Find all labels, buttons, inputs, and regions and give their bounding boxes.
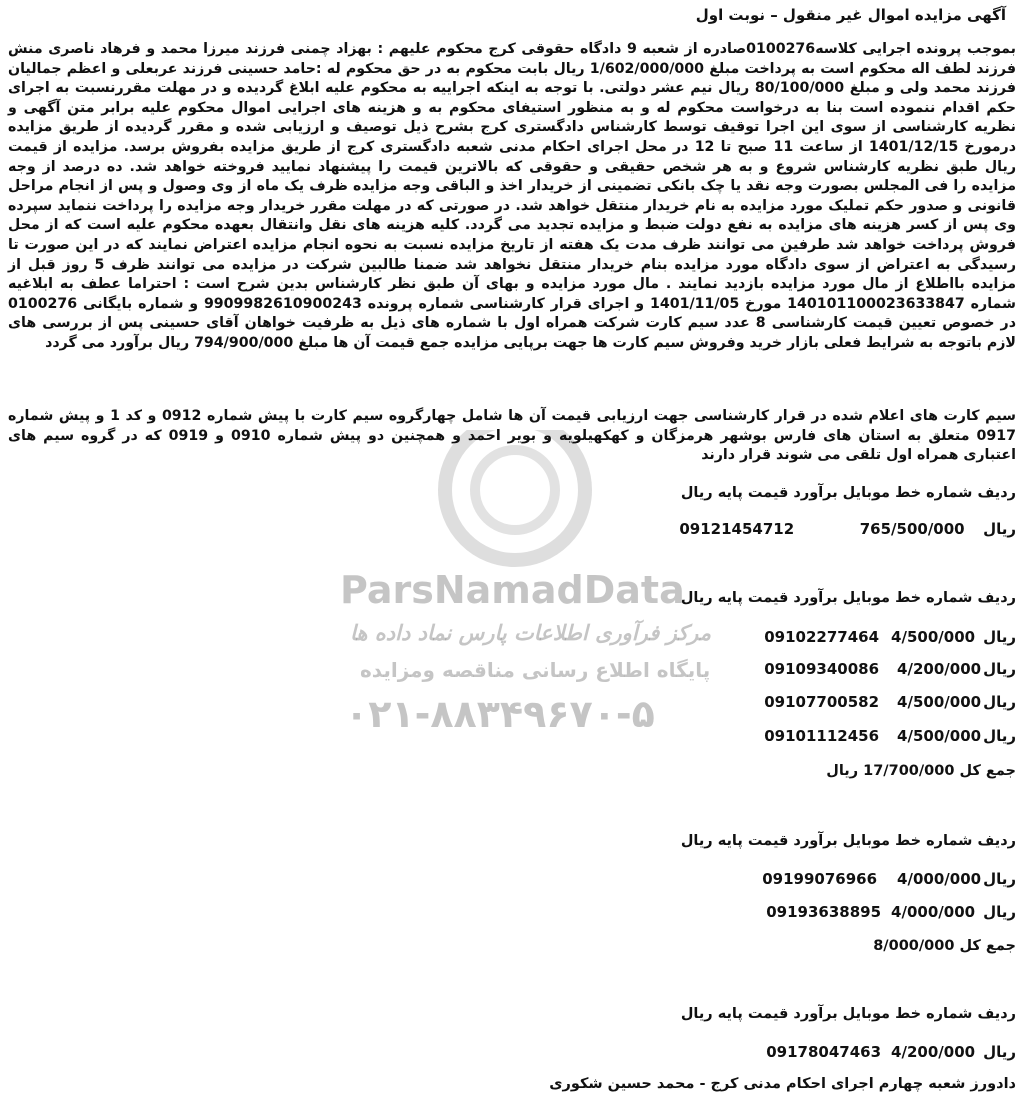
group2-row4 xyxy=(764,727,1016,745)
group3-row1 xyxy=(762,870,1016,888)
row-price: 4/500/000 xyxy=(891,628,976,646)
watermark-line2: پایگاه اطلاع رسانی مناقصه ومزایده xyxy=(360,658,711,682)
watermark-line1: مرکز فرآوری اطلاعات پارس نماد داده ها xyxy=(350,620,712,645)
row-unit: ریال xyxy=(983,1043,1016,1061)
group2-header: ردیف شماره خط موبایل برآورد قیمت پایه ریال xyxy=(680,590,1016,606)
row-unit: ریال xyxy=(983,903,1016,921)
watermark-logo-icon xyxy=(300,430,730,750)
row-phone-number: 09193638895 xyxy=(766,903,882,921)
row-unit: ریال xyxy=(983,520,1016,538)
row-price: 4/500/000 xyxy=(897,693,982,711)
group3-total: جمع کل 8/000/000 xyxy=(873,938,1016,954)
row-phone-number: 09178047463 xyxy=(766,1043,882,1061)
row-price: 4/000/000 xyxy=(897,870,982,888)
row-unit: ریال xyxy=(983,628,1016,646)
row-price: 4/500/000 xyxy=(897,727,982,745)
row-price: 4/200/000 xyxy=(897,660,982,678)
group2-row2 xyxy=(764,660,1016,678)
group2-row1 xyxy=(764,628,1016,646)
row-unit: ریال xyxy=(983,660,1016,678)
group3-header: ردیف شماره خط موبایل برآورد قیمت پایه ریال xyxy=(680,833,1016,849)
row-unit: ریال xyxy=(983,727,1016,745)
group2-row3 xyxy=(764,693,1016,711)
row-phone-number: 09121454712 xyxy=(679,520,795,538)
row-phone-number: 09109340086 xyxy=(764,660,880,678)
parsnamad-watermark xyxy=(300,430,730,750)
signature-line: دادورز شعبه چهارم اجرای احکام مدنی کرج - محمد حسین شکوری xyxy=(549,1076,1016,1092)
row-price: 4/200/000 xyxy=(891,1043,976,1061)
sim-card-description: سیم کارت های اعلام شده در قرار کارشناسی جهت ارزیابی قیمت آن ها شامل چهارگروه سیم کارت با پیش شماره 0912 و کد 1 و پیش شماره 0917 متعلق به استان های فارس بوشهر هرمزگان و کهکهیلویه و بویر احمد و همچنین دو پیش شماره 0910 و 0919 که در گروه سیم های اعتباری همراه اول تلقی می شوند قرار دارند xyxy=(8,408,1016,464)
group2-total: جمع کل 17/700/000 ریال xyxy=(826,763,1016,779)
row-phone-number: 09107700582 xyxy=(764,693,880,711)
notice-body-paragraph: بموجب پرونده اجرایی کلاسه0100276صادره از شعبه 9 دادگاه حقوقی کرج محکوم علیهم : بهزاد چمنی فرزند میرزا محمد و فرهاد ناصری منش فرزند لطف اله محکوم است به پرداخت مبلغ 1/602/000/000 ریال بابت محکوم به در حق محکوم له :حامد حسینی فرزند عربعلی و اعظم جمالیان فرزند محمد ولی و مبلغ 80/100/000 ریال نیم عشر دولتی. با توجه به اینکه اجراییه به محکوم علیه ابلاغ گردیده و در مهلت مقررنسبت به اجرای حکم اقدام ننموده است بنا به درخواست محکوم له و به منظور استیفای محکوم به و هزینه های اجرایی اموال محکوم علیه برابر متن آگهی و نظریه کارشناسی از سوی این اجرا توقیف توسط کارشناس دادگستری کرج بشرح ذیل توصیف و ارزیابی شده و مقرر گردیده از طریق مزایده درمورخ 1401/12/15 از ساعت 11 صبح تا 12 در محل اجرای احکام مدنی شعبه دادگستری کرج از طریق مزایده بفروش برسد. مزایده از قیمت ریال طبق نظریه کارشناس شروع و به هر شخص حقیقی و حقوقی که بالاترین قیمت را پیشنهاد نمایید فروخته خواهد شد. ده درصد از وجه مزایده را فی المجلس بصورت وجه نقد یا چک بانکی تضمینی از خریدار اخذ و الباقی وجه مزایده ظرف یک ماه از وی وصول و پس از انجام مراحل قانونی و صدور حکم تملیک مورد مزایده به نام خریدار منتقل خواهد شد. در صورتی که در مهلت مقرر خریدار وجه مزایده را پرداخت ننماید سپرده وی پس از کسر هزینه های مزایده به نفع دولت ضبط و مزایده تجدید می گردد. کلیه هزینه های نقل وانتقال بعهده محکوم علیه است که از محل فروش پرداخت خواهد شد طرفین می توانند ظرف مدت یک هفته از تاریخ مزایده نسبت به نحوه انجام مزایده اعتراض نمایند که در این صورت تا رسیدگی به اعتراض از سوی دادگاه مورد مزایده بنام خریدار منتقل نخواهد شد ضمنا طالبین شرکت در مزایده می توانند ظرف 5 روز قبل از مزایده بااطلاع از مال مورد مزایده بازدید نمایند . مال مورد مزایده و بهای آن طبق نظر کارشناس بدین شرح است : احتراما عطف به ابلاغیه شماره 140101100023633847 مورخ 1401/11/05 و اجرای قرار کارشناسی شماره پرونده 9909982610900243 و شماره بایگانی 0100276 در خصوص تعیین قیمت کارشناسی 8 عدد سیم کارت شرکت همراه اول با شماره های ذیل به ظرفیت خواهان آقای حسینی پس از بررسی های لازم باتوجه به شرایط فعلی بازار خرید وفروش سیم کارت ها جهت برپایی مزایده جمع قیمت آن ها مبلغ 794/900/000 ریال برآورد می گردد xyxy=(8,41,1017,351)
notice-title: آگهی مزایده اموال غیر منقول – نوبت اول xyxy=(695,6,1006,24)
group4-header: ردیف شماره خط موبایل برآورد قیمت پایه ریال xyxy=(680,1006,1016,1022)
group4-row1 xyxy=(766,1043,1016,1061)
group1-header: ردیف شماره خط موبایل برآورد قیمت پایه ریال xyxy=(680,485,1016,501)
row-phone-number: 09199076966 xyxy=(762,870,878,888)
group3-row2 xyxy=(766,903,1016,921)
row-unit: ریال xyxy=(983,870,1016,888)
row-unit: ریال xyxy=(983,693,1016,711)
row-price: 765/500/000 xyxy=(859,520,965,538)
group1-row1 xyxy=(679,520,1016,538)
row-price: 4/000/000 xyxy=(891,903,976,921)
row-phone-number: 09102277464 xyxy=(764,628,880,646)
watermark-phone: ۰۲۱-۸۸۳۴۹۶۷۰-۵ xyxy=(345,692,655,736)
row-phone-number: 09101112456 xyxy=(764,727,880,745)
watermark-brand: ParsNamadData xyxy=(340,568,685,612)
